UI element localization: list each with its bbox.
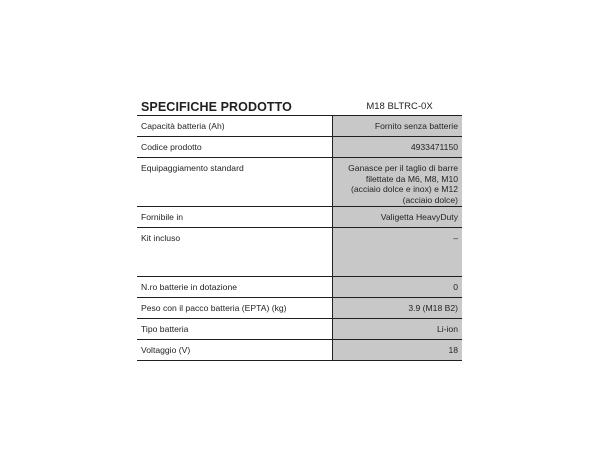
- spec-row-standard-equipment: [137, 158, 462, 207]
- spec-header: [137, 96, 462, 116]
- spec-label: Fornibile in: [137, 207, 333, 227]
- spec-value: Fornito senza batterie: [333, 116, 462, 136]
- spec-row-product-code: [137, 137, 462, 158]
- spec-value: –: [333, 228, 462, 276]
- spec-label: Kit incluso: [137, 228, 333, 276]
- spec-row-voltage: [137, 340, 462, 361]
- spec-value: 18: [333, 340, 462, 360]
- spec-row-battery-type: [137, 319, 462, 340]
- spec-label: Equipaggiamento standard: [137, 158, 333, 206]
- spec-row-battery-count: [137, 277, 462, 298]
- spec-label: Voltaggio (V): [137, 340, 333, 360]
- spec-row-kit-included: [137, 228, 462, 277]
- spec-label: Capacità batteria (Ah): [137, 116, 333, 136]
- spec-label: N.ro batterie in dotazione: [137, 277, 333, 297]
- spec-value: Valigetta HeavyDuty: [333, 207, 462, 227]
- spec-value: 3.9 (M18 B2): [333, 298, 462, 318]
- spec-value: 4933471150: [333, 137, 462, 157]
- spec-row-supplied-in: [137, 207, 462, 228]
- model-code: M18 BLTRC-0X: [366, 101, 433, 112]
- spec-value: Ganasce per il taglio di barre filettate da M6, M8, M10 (acciaio dolce e inox) e M12 (acciaio dolce): [333, 158, 462, 206]
- spec-label: Peso con il pacco batteria (EPTA) (kg): [137, 298, 333, 318]
- spec-row-weight: [137, 298, 462, 319]
- spec-table: [137, 96, 462, 361]
- spec-label: Codice prodotto: [137, 137, 333, 157]
- spec-row-battery-capacity: [137, 116, 462, 137]
- spec-title: SPECIFICHE PRODOTTO: [141, 100, 292, 114]
- spec-value: 0: [333, 277, 462, 297]
- spec-label: Tipo batteria: [137, 319, 333, 339]
- spec-value: Li-ion: [333, 319, 462, 339]
